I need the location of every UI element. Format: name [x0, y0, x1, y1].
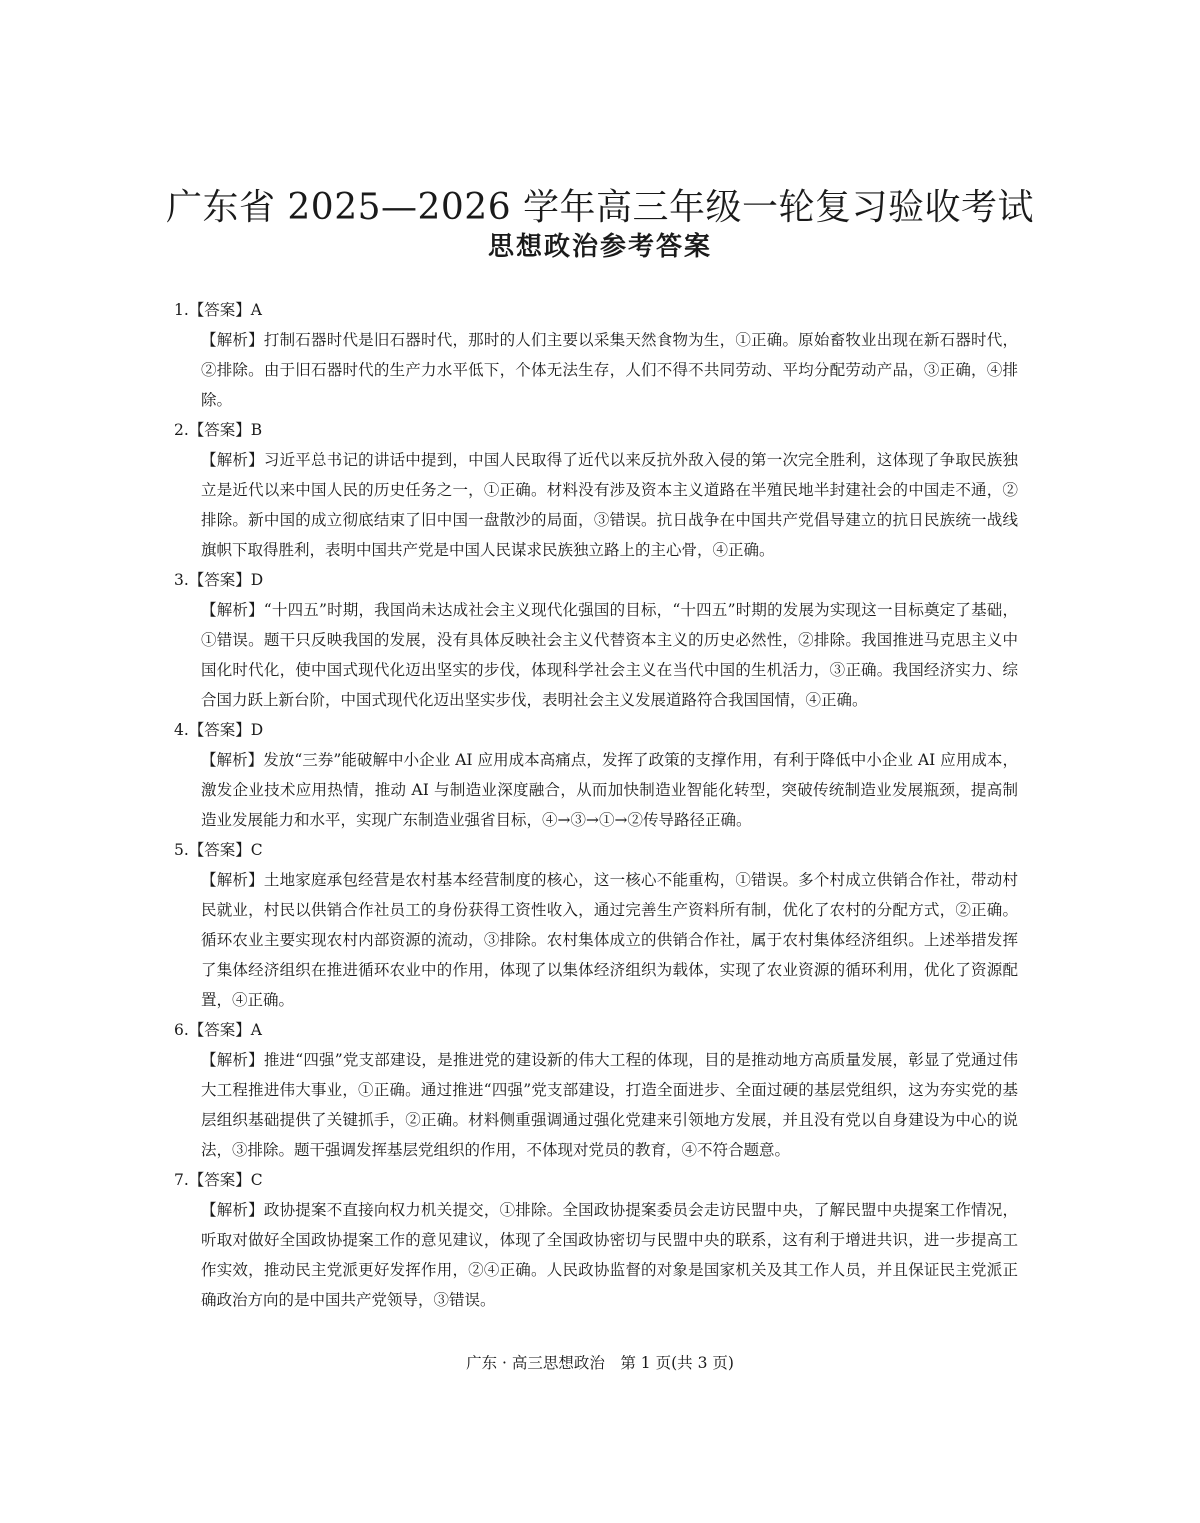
analysis-text: 【解析】打制石器时代是旧石器时代，那时的人们主要以采集天然食物为生，①正确。原始畜牧业出现在新石器时代，②排除。由于旧石器时代的生产力水平低下，个体无法生存，人们不得不共同劳动、平均分配劳动产品，③正确，④排除。	[201, 331, 1018, 409]
question-item-2	[174, 415, 1018, 565]
document-subtitle: 思想政治参考答案	[487, 232, 712, 262]
question-item-5	[174, 835, 1018, 1015]
analysis-text: 【解析】“十四五”时期，我国尚未达成社会主义现代化强国的目标，“十四五”时期的发展为实现这一目标奠定了基础，①错误。题干只反映我国的发展，没有具体反映社会主义代替资本主义的历史必然性，②排除。我国推进马克思主义中国化时代化，使中国式现代化迈出坚实的步伐，体现科学社会主义在当代中国的生机活力，③正确。我国经济实力、综合国力跃上新台阶，中国式现代化迈出坚实步伐，表明社会主义发展道路符合我国国情，④正确。	[201, 601, 1018, 709]
answer-list	[174, 295, 1018, 1315]
answer-key: 4.【答案】D	[174, 721, 264, 739]
page-footer: 广东 · 高三思想政治 第 1 页(共 3 页)	[466, 1354, 734, 1372]
analysis-text: 【解析】土地家庭承包经营是农村基本经营制度的核心，这一核心不能重构，①错误。多个村成立供销合作社，带动村民就业，村民以供销合作社员工的身份获得工资性收入，通过完善生产资料所有制，优化了农村的分配方式，②正确。循环农业主要实现农村内部资源的流动，③排除。农村集体成立的供销合作社，属于农村集体经济组织。上述举措发挥了集体经济组织在推进循环农业中的作用，体现了以集体经济组织为载体，实现了农业资源的循环利用，优化了资源配置，④正确。	[201, 871, 1018, 1009]
question-item-6	[174, 1015, 1018, 1165]
question-item-4	[174, 715, 1018, 835]
analysis-text: 【解析】政协提案不直接向权力机关提交，①排除。全国政协提案委员会走访民盟中央，了解民盟中央提案工作情况，听取对做好全国政协提案工作的意见建议，体现了全国政协密切与民盟中央的联系，这有利于增进共识，进一步提高工作实效，推动民主党派更好发挥作用，②④正确。人民政协监督的对象是国家机关及其工作人员，并且保证民主党派正确政治方向的是中国共产党领导，③错误。	[201, 1201, 1018, 1309]
answer-key: 5.【答案】C	[174, 841, 263, 859]
document-title: 广东省 2025—2026 学年高三年级一轮复习验收考试	[165, 187, 1035, 228]
analysis-text: 【解析】推进“四强”党支部建设，是推进党的建设新的伟大工程的体现，目的是推动地方高质量发展，彰显了党通过伟大工程推进伟大事业，①正确。通过推进“四强”党支部建设，打造全面进步、全面过硬的基层党组织，这为夯实党的基层组织基础提供了关键抓手，②正确。材料侧重强调通过强化党建来引领地方发展，并且没有党以自身建设为中心的说法，③排除。题干强调发挥基层党组织的作用，不体现对党员的教育，④不符合题意。	[201, 1051, 1018, 1159]
answer-key: 1.【答案】A	[174, 301, 262, 319]
answer-key: 6.【答案】A	[174, 1021, 262, 1039]
question-item-7	[174, 1165, 1018, 1315]
answer-key: 7.【答案】C	[174, 1171, 263, 1189]
analysis-text: 【解析】习近平总书记的讲话中提到，中国人民取得了近代以来反抗外敌入侵的第一次完全胜利，这体现了争取民族独立是近代以来中国人民的历史任务之一，①正确。材料没有涉及资本主义道路在半殖民地半封建社会的中国走不通，②排除。新中国的成立彻底结束了旧中国一盘散沙的局面，③错误。抗日战争在中国共产党倡导建立的抗日民族统一战线旗帜下取得胜利，表明中国共产党是中国人民谋求民族独立路上的主心骨，④正确。	[201, 451, 1018, 559]
question-item-1	[174, 295, 1018, 415]
answer-key: 3.【答案】D	[174, 571, 264, 589]
question-item-3	[174, 565, 1018, 715]
analysis-text: 【解析】发放“三券”能破解中小企业 AI 应用成本高痛点，发挥了政策的支撑作用，有利于降低中小企业 AI 应用成本，激发企业技术应用热情，推动 AI 与制造业深度融合，从而加快制造业智能化转型，突破传统制造业发展瓶颈，提高制造业发展能力和水平，实现广东制造业强省目标，④→③→①→②传导路径正确。	[201, 751, 1018, 829]
answer-key: 2.【答案】B	[174, 421, 263, 439]
